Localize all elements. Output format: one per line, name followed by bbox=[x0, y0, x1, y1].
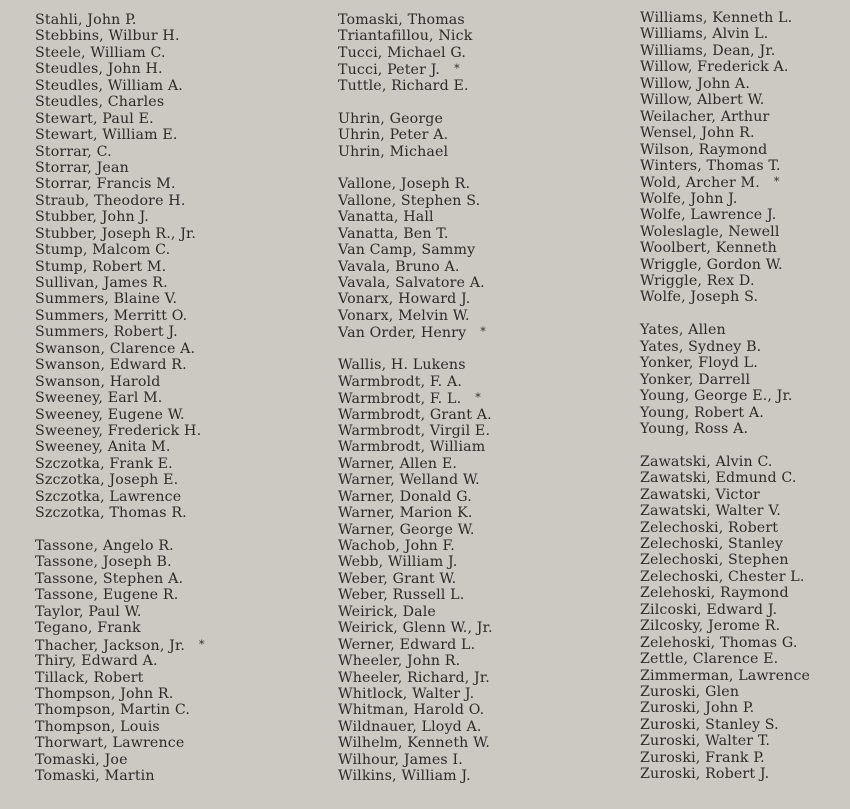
name-text: Zuroski, John P. bbox=[640, 700, 755, 717]
name-entry bbox=[640, 750, 810, 766]
name-entry bbox=[640, 569, 810, 585]
name-entry bbox=[35, 472, 205, 488]
name-text: Storrar, C. bbox=[35, 143, 112, 160]
name-text: Willow, Frederick A. bbox=[640, 59, 789, 76]
name-text: Zelechoski, Stephen bbox=[640, 552, 789, 569]
name-entry bbox=[338, 604, 493, 620]
name-text: Steudles, Charles bbox=[35, 94, 165, 111]
name-text: Thacher, Jackson, Jr. bbox=[35, 637, 186, 654]
name-text: Van Order, Henry bbox=[338, 325, 467, 342]
name-text: Zelehoski, Raymond bbox=[640, 585, 789, 602]
asterisk-mark: * bbox=[773, 175, 780, 189]
name-text: Warner, Welland W. bbox=[338, 472, 480, 489]
section-gap bbox=[338, 94, 493, 110]
name-text: Sweeney, Earl M. bbox=[35, 390, 163, 407]
name-entry bbox=[640, 503, 810, 519]
name-entry bbox=[640, 76, 810, 92]
section-gap bbox=[640, 306, 810, 322]
name-text: Zawatski, Edmund C. bbox=[640, 470, 797, 487]
name-entry bbox=[338, 489, 493, 505]
name-entry bbox=[640, 651, 810, 667]
name-entry bbox=[35, 127, 205, 143]
name-text: Williams, Alvin L. bbox=[640, 26, 769, 43]
name-entry bbox=[640, 289, 810, 305]
name-entry bbox=[640, 355, 810, 371]
name-text: Woolbert, Kenneth bbox=[640, 240, 777, 257]
name-entry bbox=[35, 374, 205, 390]
name-entry bbox=[338, 193, 493, 209]
name-text: Zuroski, Stanley S. bbox=[640, 716, 779, 733]
name-text: Zilcoski, Edward J. bbox=[640, 601, 778, 618]
name-entry bbox=[338, 653, 493, 669]
name-text: Stump, Malcom C. bbox=[35, 242, 171, 259]
asterisk-mark: * bbox=[454, 62, 460, 76]
name-entry bbox=[640, 174, 810, 190]
name-text: Vallone, Stephen S. bbox=[338, 192, 481, 209]
name-entry bbox=[35, 12, 205, 28]
name-text: Taylor, Paul W. bbox=[35, 603, 142, 620]
name-entry bbox=[640, 109, 810, 125]
name-entry bbox=[640, 10, 810, 26]
name-text: Stewart, William E. bbox=[35, 127, 178, 144]
name-text: Willow, Albert W. bbox=[640, 92, 765, 109]
name-text: Vavala, Salvatore A. bbox=[338, 275, 485, 291]
name-text: Summers, Merritt O. bbox=[35, 307, 188, 324]
name-entry bbox=[35, 554, 205, 570]
name-text: Zuroski, Robert J. bbox=[640, 766, 770, 783]
name-text: Uhrin, Michael bbox=[338, 143, 449, 160]
name-entry bbox=[338, 390, 493, 406]
name-entry bbox=[35, 28, 205, 44]
name-entry bbox=[35, 538, 205, 554]
name-entry bbox=[640, 717, 810, 733]
name-text: Zawatski, Alvin C. bbox=[640, 453, 773, 470]
name-text: Wilson, Raymond bbox=[640, 141, 768, 158]
name-entry bbox=[35, 275, 205, 291]
name-entry bbox=[35, 193, 205, 209]
name-entry bbox=[640, 618, 810, 634]
name-entry bbox=[338, 291, 493, 307]
name-text: Storrar, Jean bbox=[35, 159, 129, 176]
name-text: Sullivan, James R. bbox=[35, 275, 168, 291]
name-text: Thiry, Edward A. bbox=[35, 653, 158, 670]
section-gap bbox=[35, 522, 205, 538]
name-text: Warmbrodt, F. A. bbox=[338, 373, 463, 390]
name-entry bbox=[640, 766, 810, 782]
name-entry bbox=[338, 571, 493, 587]
name-text: Wallis, H. Lukens bbox=[338, 357, 466, 374]
asterisk-mark: * bbox=[480, 325, 486, 339]
name-entry bbox=[640, 191, 810, 207]
name-entry bbox=[35, 357, 205, 373]
name-entry bbox=[640, 635, 810, 651]
name-text: Thorwart, Lawrence bbox=[35, 735, 185, 752]
name-text: Weilacher, Arthur bbox=[640, 108, 770, 125]
name-entry bbox=[338, 226, 493, 242]
name-entry bbox=[35, 291, 205, 307]
section-gap bbox=[640, 437, 810, 453]
name-entry bbox=[35, 752, 205, 768]
name-text: Wheeler, John R. bbox=[338, 653, 461, 670]
name-entry bbox=[640, 520, 810, 536]
name-text: Webb, William J. bbox=[338, 554, 458, 571]
name-entry bbox=[640, 207, 810, 223]
name-text: Vanatta, Ben T. bbox=[338, 225, 449, 242]
name-text: Tegano, Frank bbox=[35, 620, 141, 637]
name-entry bbox=[338, 374, 493, 390]
name-entry bbox=[640, 684, 810, 700]
name-entry bbox=[338, 357, 493, 373]
name-entry bbox=[35, 604, 205, 620]
name-entry bbox=[640, 125, 810, 141]
name-entry bbox=[338, 472, 493, 488]
name-text: Warmbrodt, William bbox=[338, 439, 486, 456]
name-entry bbox=[640, 585, 810, 601]
name-text: Wolfe, Lawrence J. bbox=[640, 207, 777, 224]
name-text: Stahli, John P. bbox=[35, 12, 137, 28]
name-entry bbox=[338, 78, 493, 94]
name-entry bbox=[338, 752, 493, 768]
name-entry bbox=[338, 538, 493, 554]
name-text: Young, Ross A. bbox=[640, 420, 749, 437]
name-entry bbox=[35, 456, 205, 472]
name-text: Vonarx, Howard J. bbox=[338, 291, 471, 308]
name-entry bbox=[338, 12, 493, 28]
name-text: Zelechoski, Stanley bbox=[640, 536, 784, 552]
name-text: Williams, Dean, Jr. bbox=[640, 42, 776, 59]
name-text: Sweeney, Frederick H. bbox=[35, 422, 202, 439]
name-entry bbox=[338, 61, 493, 77]
name-entry bbox=[35, 686, 205, 702]
name-entry bbox=[338, 176, 493, 192]
name-entry bbox=[35, 308, 205, 324]
name-text: Yonker, Darrell bbox=[640, 371, 751, 388]
name-text: Zimmerman, Lawrence bbox=[640, 667, 811, 684]
name-entry bbox=[338, 702, 493, 718]
name-text: Tucci, Peter J. bbox=[338, 62, 441, 79]
name-entry bbox=[640, 273, 810, 289]
name-text: Swanson, Clarence A. bbox=[35, 340, 196, 357]
asterisk-mark: * bbox=[199, 637, 205, 651]
name-entry bbox=[35, 160, 205, 176]
section-gap bbox=[338, 341, 493, 357]
name-text: Wensel, John R. bbox=[640, 125, 755, 142]
name-text: Woleslagle, Newell bbox=[640, 223, 780, 240]
name-entry bbox=[640, 240, 810, 256]
name-text: Zawatski, Walter V. bbox=[640, 503, 781, 520]
name-entry bbox=[35, 505, 205, 521]
name-text: Tuttle, Richard E. bbox=[338, 77, 469, 94]
name-text: Whitman, Harold O. bbox=[338, 702, 485, 719]
name-text: Wachob, John F. bbox=[338, 538, 455, 554]
name-text: Wheeler, Richard, Jr. bbox=[338, 669, 490, 686]
name-text: Wriggle, Rex D. bbox=[640, 273, 755, 289]
name-entry bbox=[640, 92, 810, 108]
name-text: Stebbins, Wilbur H. bbox=[35, 28, 180, 45]
name-entry bbox=[35, 423, 205, 439]
name-entry bbox=[338, 242, 493, 258]
name-text: Wilhelm, Kenneth W. bbox=[338, 735, 491, 752]
name-entry bbox=[338, 735, 493, 751]
name-entry bbox=[338, 587, 493, 603]
name-entry bbox=[338, 670, 493, 686]
name-text: Zuroski, Glen bbox=[640, 683, 740, 700]
name-text: Uhrin, Peter A. bbox=[338, 127, 449, 144]
name-text: Stump, Robert M. bbox=[35, 258, 167, 275]
name-entry bbox=[35, 94, 205, 110]
name-entry bbox=[338, 259, 493, 275]
name-entry bbox=[35, 571, 205, 587]
name-text: Wolfe, John J. bbox=[640, 190, 738, 207]
name-text: Wildnauer, Lloyd A. bbox=[338, 718, 482, 735]
name-text: Storrar, Francis M. bbox=[35, 176, 176, 193]
name-text: Zuroski, Walter T. bbox=[640, 733, 771, 750]
name-entry bbox=[35, 702, 205, 718]
name-text: Willow, John A. bbox=[640, 75, 750, 92]
name-entry bbox=[640, 602, 810, 618]
name-entry bbox=[338, 686, 493, 702]
name-entry bbox=[35, 407, 205, 423]
name-text: Tomaski, Martin bbox=[35, 768, 155, 785]
name-entry bbox=[640, 339, 810, 355]
name-text: Warmbrodt, F. L. bbox=[338, 391, 462, 408]
name-text: Thompson, Louis bbox=[35, 718, 160, 735]
name-text: Thompson, Martin C. bbox=[35, 702, 191, 719]
name-text: Triantafillou, Nick bbox=[338, 28, 473, 45]
name-text: Tassone, Joseph B. bbox=[35, 554, 172, 571]
name-text: Uhrin, George bbox=[338, 110, 444, 127]
name-text: Warner, Marion K. bbox=[338, 505, 473, 522]
name-entry bbox=[35, 390, 205, 406]
name-text: Steele, William C. bbox=[35, 44, 166, 61]
name-text: Wilkins, William J. bbox=[338, 768, 471, 785]
name-text: Warmbrodt, Virgil E. bbox=[338, 422, 491, 439]
name-text: Wold, Archer M. bbox=[640, 175, 760, 192]
name-text: Summers, Blaine V. bbox=[35, 291, 178, 308]
name-entry bbox=[338, 324, 493, 340]
name-text: Warmbrodt, Grant A. bbox=[338, 406, 492, 423]
name-text: Yates, Allen bbox=[640, 322, 726, 339]
name-entry bbox=[338, 768, 493, 784]
name-entry bbox=[35, 620, 205, 636]
name-text: Sweeney, Anita M. bbox=[35, 439, 171, 456]
name-entry bbox=[640, 405, 810, 421]
name-text: Warner, Donald G. bbox=[338, 488, 472, 505]
name-text: Tomaski, Joe bbox=[35, 751, 128, 768]
name-text: Weirick, Glenn W., Jr. bbox=[338, 620, 493, 637]
name-text: Sweeney, Eugene W. bbox=[35, 406, 185, 423]
name-text: Weirick, Dale bbox=[338, 603, 436, 620]
name-text: Steudles, William A. bbox=[35, 77, 183, 94]
name-text: Winters, Thomas T. bbox=[640, 157, 781, 174]
name-entry bbox=[35, 768, 205, 784]
name-entry bbox=[35, 226, 205, 242]
name-text: Stewart, Paul E. bbox=[35, 110, 154, 127]
name-entry bbox=[640, 470, 810, 486]
name-entry bbox=[640, 536, 810, 552]
name-text: Tassone, Stephen A. bbox=[35, 570, 184, 587]
name-entry bbox=[338, 439, 493, 455]
name-text: Wilhour, James I. bbox=[338, 751, 463, 768]
name-text: Tassone, Angelo R. bbox=[35, 538, 174, 554]
name-entry bbox=[35, 259, 205, 275]
name-text: Vanatta, Hall bbox=[338, 209, 434, 226]
name-entry bbox=[35, 637, 205, 653]
name-text: Steudles, John H. bbox=[35, 61, 163, 78]
name-text: Zuroski, Frank P. bbox=[640, 749, 765, 766]
name-entry bbox=[640, 372, 810, 388]
name-entry bbox=[640, 668, 810, 684]
name-entry bbox=[338, 209, 493, 225]
name-text: Young, George E., Jr. bbox=[640, 388, 793, 405]
name-entry bbox=[338, 620, 493, 636]
name-entry bbox=[640, 487, 810, 503]
name-entry bbox=[338, 308, 493, 324]
name-text: Warner, George W. bbox=[338, 521, 475, 538]
name-text: Zilcosky, Jerome R. bbox=[640, 618, 781, 635]
name-text: Wriggle, Gordon W. bbox=[640, 256, 783, 273]
name-text: Yates, Sydney B. bbox=[640, 338, 762, 355]
name-text: Tillack, Robert bbox=[35, 669, 144, 686]
name-entry bbox=[338, 522, 493, 538]
name-text: Warner, Allen E. bbox=[338, 455, 457, 472]
name-text: Szczotka, Lawrence bbox=[35, 488, 182, 505]
name-text: Werner, Edward L. bbox=[338, 636, 476, 653]
name-entry bbox=[640, 158, 810, 174]
name-text: Whitlock, Walter J. bbox=[338, 685, 475, 702]
name-entry bbox=[35, 587, 205, 603]
name-entry bbox=[338, 554, 493, 570]
name-entry bbox=[35, 719, 205, 735]
name-entry bbox=[640, 142, 810, 158]
name-entry bbox=[338, 407, 493, 423]
name-entry bbox=[338, 719, 493, 735]
name-entry bbox=[338, 111, 493, 127]
name-text: Williams, Kenneth L. bbox=[640, 10, 793, 26]
name-entry bbox=[35, 670, 205, 686]
name-entry bbox=[640, 454, 810, 470]
name-entry bbox=[35, 735, 205, 751]
name-entry bbox=[640, 733, 810, 749]
name-text: Tassone, Eugene R. bbox=[35, 587, 179, 604]
name-entry bbox=[338, 275, 493, 291]
asterisk-mark: * bbox=[475, 391, 481, 405]
name-entry bbox=[640, 552, 810, 568]
name-entry bbox=[338, 423, 493, 439]
name-text: Wolfe, Joseph S. bbox=[640, 289, 759, 306]
name-entry bbox=[35, 209, 205, 225]
name-text: Van Camp, Sammy bbox=[338, 242, 476, 259]
name-text: Swanson, Edward R. bbox=[35, 357, 187, 374]
name-entry bbox=[35, 176, 205, 192]
name-text: Zelechoski, Chester L. bbox=[640, 568, 805, 585]
name-entry bbox=[35, 653, 205, 669]
name-text: Stubber, Joseph R., Jr. bbox=[35, 225, 197, 242]
name-entry bbox=[35, 61, 205, 77]
name-text: Szczotka, Thomas R. bbox=[35, 505, 187, 522]
name-entry bbox=[640, 322, 810, 338]
name-text: Vonarx, Melvin W. bbox=[338, 307, 470, 324]
name-text: Szczotka, Joseph E. bbox=[35, 472, 179, 489]
name-entry bbox=[35, 341, 205, 357]
name-text: Zawatski, Victor bbox=[640, 486, 760, 503]
name-text: Weber, Grant W. bbox=[338, 570, 457, 587]
name-entry bbox=[640, 224, 810, 240]
name-entry bbox=[35, 242, 205, 258]
name-entry bbox=[338, 637, 493, 653]
name-entry bbox=[35, 144, 205, 160]
name-column-3 bbox=[640, 10, 810, 783]
name-entry bbox=[338, 28, 493, 44]
name-entry bbox=[640, 26, 810, 42]
name-text: Vallone, Joseph R. bbox=[338, 176, 471, 193]
name-text: Straub, Theodore H. bbox=[35, 192, 186, 209]
name-entry bbox=[640, 700, 810, 716]
name-entry bbox=[35, 78, 205, 94]
name-text: Stubber, John J. bbox=[35, 209, 149, 226]
name-text: Tucci, Michael G. bbox=[338, 44, 466, 61]
name-text: Weber, Russell L. bbox=[338, 587, 465, 604]
name-text: Szczotka, Frank E. bbox=[35, 455, 173, 472]
name-text: Yonker, Floyd L. bbox=[640, 355, 758, 372]
name-entry bbox=[35, 489, 205, 505]
name-text: Zelehoski, Thomas G. bbox=[640, 634, 798, 651]
name-text: Thompson, John R. bbox=[35, 685, 174, 702]
name-entry bbox=[35, 324, 205, 340]
name-entry bbox=[640, 257, 810, 273]
name-entry bbox=[640, 43, 810, 59]
name-entry bbox=[35, 111, 205, 127]
name-column-2 bbox=[338, 12, 493, 785]
name-entry bbox=[338, 456, 493, 472]
name-entry bbox=[338, 505, 493, 521]
name-text: Zelechoski, Robert bbox=[640, 519, 779, 536]
name-entry bbox=[338, 127, 493, 143]
name-entry bbox=[338, 144, 493, 160]
name-text: Vavala, Bruno A. bbox=[338, 258, 460, 275]
name-entry bbox=[640, 421, 810, 437]
name-entry bbox=[35, 45, 205, 61]
name-entry bbox=[640, 59, 810, 75]
name-text: Zettle, Clarence E. bbox=[640, 651, 779, 668]
name-text: Young, Robert A. bbox=[640, 404, 764, 421]
name-text: Swanson, Harold bbox=[35, 373, 161, 390]
name-entry bbox=[640, 388, 810, 404]
name-entry bbox=[338, 45, 493, 61]
name-text: Summers, Robert J. bbox=[35, 324, 178, 341]
name-text: Tomaski, Thomas bbox=[338, 12, 465, 28]
name-entry bbox=[35, 439, 205, 455]
section-gap bbox=[338, 160, 493, 176]
name-column-1 bbox=[35, 12, 205, 785]
